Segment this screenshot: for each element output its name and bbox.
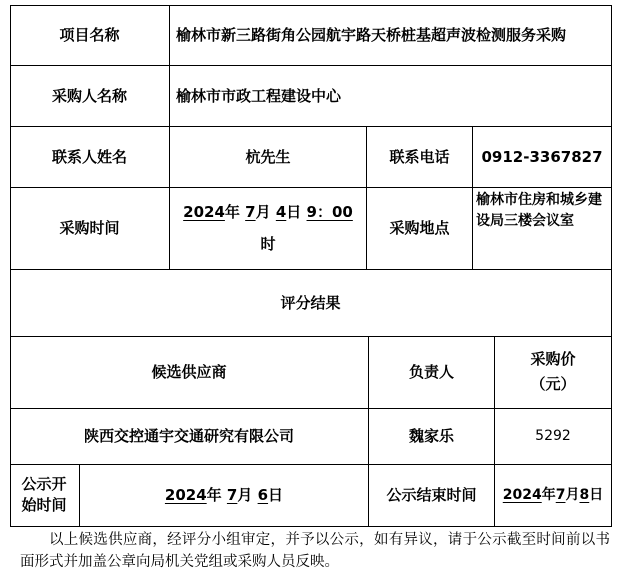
time-clock: 9：00 [306,203,353,221]
end-year: 2024 [502,487,542,503]
result-title: 评分结果 [280,293,341,312]
contact-name-value: 杭先生 [245,147,291,166]
contact-phone-label: 联系电话 [389,147,450,166]
purchase-place-value: 榆林市住房和城乡建设局三楼会议室 [476,192,602,229]
end-day: 8 [579,487,590,503]
start-month: 7 [226,486,238,504]
purchase-place-label: 采购地点 [389,219,450,237]
purchase-time-value [178,196,358,260]
supplier-person: 魏家乐 [408,427,454,445]
project-name-value: 榆林市新三路街角公园航宇路天桥桩基超声波检测服务采购 [176,26,567,44]
time-year: 2024 [183,203,225,221]
supplier-name: 陕西交控通宇交通研究有限公司 [83,427,294,445]
header-price: 采购价（元） [530,350,576,393]
supplier-price: 5292 [535,428,571,444]
end-year-unit: 年 [541,487,556,503]
time-year-unit: 年 [224,203,240,221]
publicity-end-label: 公示结束时间 [386,486,477,504]
time-month: 7 [245,203,256,221]
time-day-unit: 日 [286,203,302,221]
start-year: 2024 [164,486,207,504]
publicity-start-label: 公示开始时间 [21,475,67,514]
notice-paragraph: 以上候选供应商，经评分小组审定，并予以公示，如有异议，请于公示截至时间前以书面形式并加盖公章向局机关党组或采购人员反映。 [20,532,610,570]
publicity-end-value [495,464,611,526]
header-person: 负责人 [408,363,454,381]
contact-phone-value: 0912-3367827 [481,147,603,166]
time-hour-unit: 时 [260,235,276,253]
start-year-unit: 年 [206,486,222,504]
end-month: 7 [555,487,566,503]
header-supplier: 候选供应商 [151,363,227,381]
purchase-time-label: 采购时间 [59,219,120,237]
publicity-start-value [80,464,368,526]
time-day: 4 [275,203,287,221]
end-day-unit: 日 [589,487,604,503]
end-month-unit: 月 [565,487,580,503]
purchaser-label: 采购人名称 [51,86,127,105]
time-month-unit: 月 [255,203,271,221]
contact-name-label: 联系人姓名 [51,147,127,166]
start-day: 6 [257,486,269,504]
start-day-unit: 日 [268,486,284,504]
start-month-unit: 月 [237,486,253,504]
project-name-label: 项目名称 [59,26,120,44]
purchaser-value: 榆林市市政工程建设中心 [176,86,342,105]
